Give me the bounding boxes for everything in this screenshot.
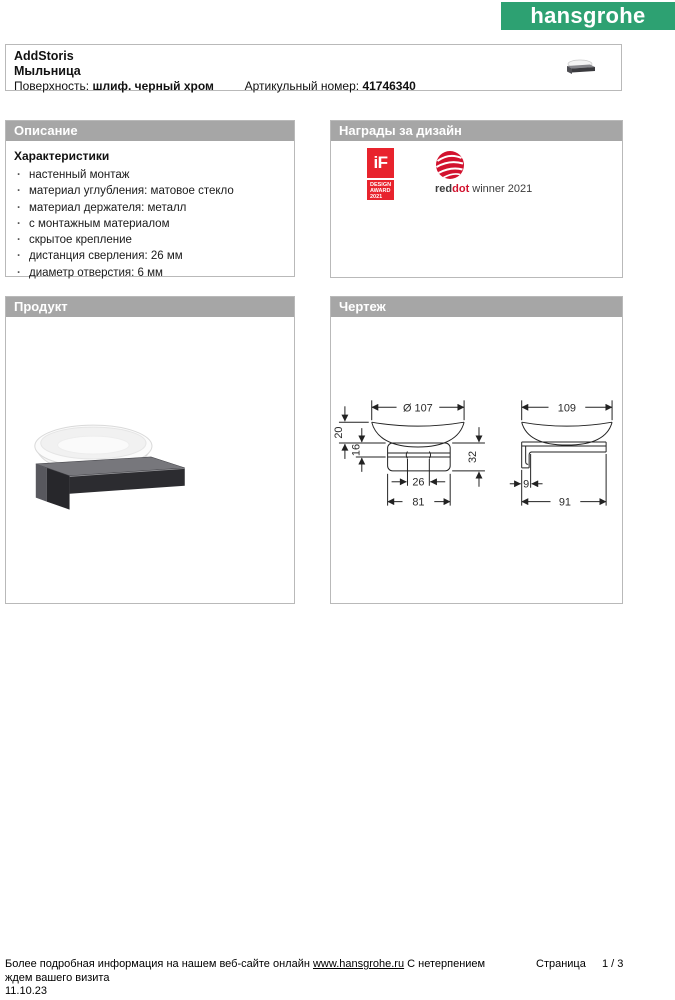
surface-value: шлиф. черный хром xyxy=(92,79,214,93)
product-name: Мыльница xyxy=(14,63,81,78)
feature-item: · скрытое крепление xyxy=(14,232,286,248)
feature-item: · настенный монтаж xyxy=(14,167,286,183)
section-title-description: Описание xyxy=(6,121,294,141)
feature-item: · диаметр отверстия: 6 мм xyxy=(14,265,286,281)
section-awards xyxy=(330,120,623,278)
product-series: AddStoris xyxy=(14,49,74,63)
article-value: 41746340 xyxy=(362,79,416,93)
dim-side-plate: 9 xyxy=(523,478,530,491)
footer-text-after-link: С нетерпением ждем вашего визита xyxy=(5,958,486,984)
page-number-value: 1 / 3 xyxy=(602,958,624,970)
if-logo-mark: iF xyxy=(367,148,394,178)
characteristics-heading: Характеристики xyxy=(14,149,110,163)
dim-side-width: 109 xyxy=(557,402,576,415)
hansgrohe-logo xyxy=(501,2,675,30)
if-caption-line: AWARD xyxy=(370,188,391,195)
section-drawing xyxy=(330,296,623,604)
reddot-word-dot: dot xyxy=(452,183,470,195)
if-logo-caption xyxy=(367,180,394,200)
feature-item: · с монтажным материалом xyxy=(14,216,286,232)
page-number-label: Страница xyxy=(536,958,586,970)
section-product xyxy=(5,296,295,604)
dim-front-offset-top: 20 xyxy=(332,426,345,439)
section-title-awards: Награды за дизайн xyxy=(331,121,622,141)
dim-front-width: 81 xyxy=(412,496,425,509)
reddot-word-red: red xyxy=(435,183,453,195)
product-meta xyxy=(14,79,613,94)
hansgrohe-logo-text: hansgrohe xyxy=(530,3,646,28)
product-header xyxy=(5,44,622,91)
reddot-logo-text xyxy=(435,183,532,195)
description-body xyxy=(6,141,294,281)
product-thumbnail xyxy=(562,56,598,78)
dim-front-height: 32 xyxy=(467,450,480,464)
section-title-product: Продукт xyxy=(6,297,294,317)
website-link[interactable]: www.hansgrohe.ru xyxy=(312,958,405,970)
section-description xyxy=(5,120,295,277)
footer-info xyxy=(5,958,510,999)
technical-drawing xyxy=(331,297,622,603)
feature-item: · материал углубления: матовое стекло xyxy=(14,183,286,199)
footer-text-before-link: Более подробная информация на нашем веб-сайте онлайн xyxy=(5,958,310,970)
if-design-award-logo xyxy=(367,148,394,200)
feature-list xyxy=(14,167,286,281)
article-label: Артикульный номер: xyxy=(244,79,360,93)
dim-side-depth: 91 xyxy=(558,496,571,509)
dim-front-hole-distance: 26 xyxy=(412,476,425,489)
feature-item: · материал держателя: металл xyxy=(14,200,286,216)
reddot-logo-icon xyxy=(435,150,465,180)
if-caption-line: 2021 xyxy=(370,194,383,201)
surface-label: Поверхность: xyxy=(14,79,90,93)
feature-item: · дистанция сверления: 26 мм xyxy=(14,248,286,264)
section-title-drawing: Чертеж xyxy=(331,297,622,317)
footer-date: 11.10.23 xyxy=(5,985,48,997)
dim-front-diameter: Ø 107 xyxy=(403,402,433,415)
reddot-word-suffix: winner 2021 xyxy=(469,183,533,195)
if-caption-line: DESIGN xyxy=(370,182,392,188)
dim-front-inset: 16 xyxy=(350,443,363,457)
product-image xyxy=(6,297,294,603)
